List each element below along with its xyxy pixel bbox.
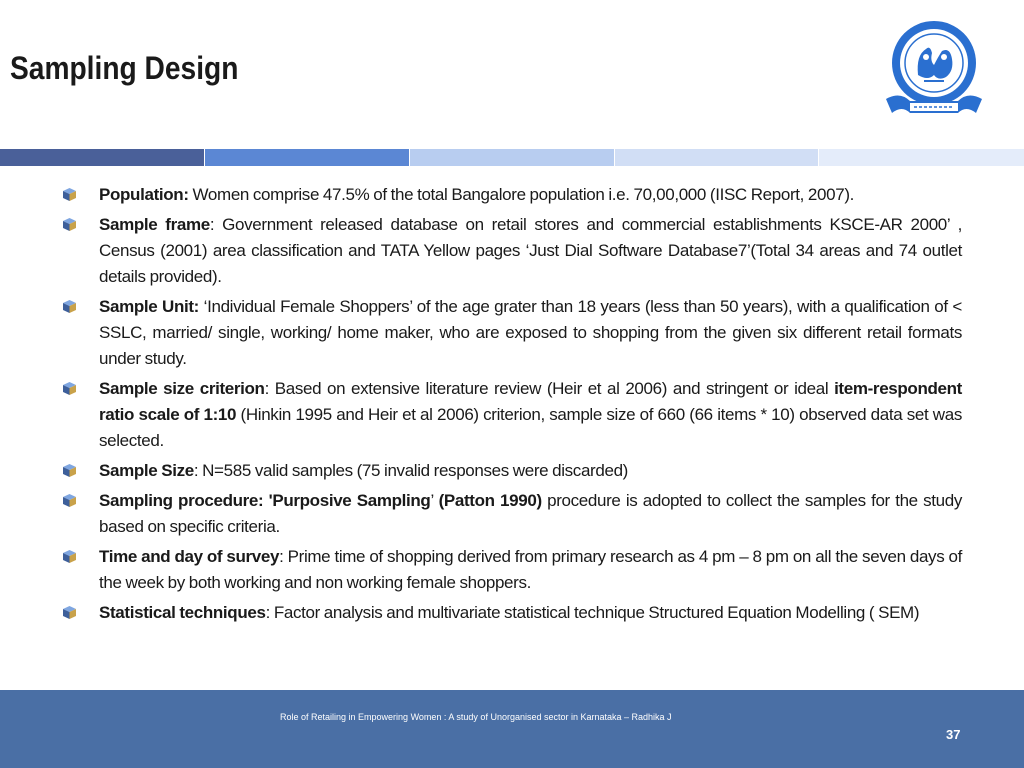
bullet-text-secondary: procedure is adopted to collect the samples for the study based on specific criteria. — [99, 491, 962, 536]
bullet-text: ‘Individual Female Shoppers’ of the age grater than 18 years (less than 50 years), with a qualification of < SSLC, married/ single, working/ home maker, who are exposed to shopping from the given six different retail formats under study. — [99, 297, 962, 368]
bullet-list — [62, 182, 962, 630]
bullet-text: : N=585 valid samples (75 invalid responses were discarded) — [193, 461, 628, 480]
bullet-label: Population: — [99, 185, 189, 204]
header-band-3 — [410, 149, 614, 166]
bullet-text: : Factor analysis and multivariate statistical technique Structured Equation Modelling ( SEM) — [265, 603, 920, 622]
bullet-label: Sample frame — [99, 215, 210, 234]
bullet-label-secondary: item-respondent ratio scale of 1:10 — [99, 379, 962, 424]
bullet-text: : Based on extensive literature review (Heir et al 2006) and stringent or ideal — [264, 379, 835, 398]
header-band-2 — [205, 149, 409, 166]
footer-bar — [0, 690, 1024, 768]
cube-bullet-icon — [62, 549, 77, 564]
bullet-label: Sample size criterion — [99, 379, 265, 398]
cube-bullet-icon — [62, 299, 77, 314]
cube-bullet-icon — [62, 381, 77, 396]
bullet-statistical-techniques — [62, 600, 962, 626]
bullet-sample-frame — [62, 212, 962, 290]
bullet-sample-unit — [62, 294, 962, 372]
bullet-text: Women comprise 47.5% of the total Bangalore population i.e. 70,00,000 (IISC Report, 2007). — [188, 185, 855, 204]
footer-caption: Role of Retailing in Empowering Women : A study of Unorganised sector in Karnataka – Radhika J — [280, 712, 672, 722]
bullet-label: Sampling procedure: 'Purposive Sampling — [99, 491, 431, 510]
bullet-sample-size-criterion — [62, 376, 962, 454]
bullet-sampling-procedure — [62, 488, 962, 540]
cube-bullet-icon — [62, 463, 77, 478]
cube-bullet-icon — [62, 187, 77, 202]
university-seal-logo — [880, 15, 988, 123]
bullet-text: : Prime time of shopping derived from primary research as 4 pm – 8 pm on all the seven days of the week by both working and non working female shoppers. — [99, 547, 962, 592]
cube-bullet-icon — [62, 605, 77, 620]
slide-title: Sampling Design — [10, 50, 239, 86]
bullet-text: ’ — [430, 491, 439, 510]
cube-bullet-icon — [62, 217, 77, 232]
cube-bullet-icon — [62, 493, 77, 508]
bullet-text: : Government released database on retail stores and commercial establishments KSCE-AR 2000’ , Census (2001) area classification and TATA Yellow pages ‘Just Dial Software Database7’(Total 34 areas and 74 outlet details provided). — [99, 215, 962, 286]
bullet-text-secondary: (Hinkin 1995 and Heir et al 2006) criterion, sample size of 660 (66 items * 10) observed data set was selected. — [99, 405, 962, 450]
bullet-label: Sample Size — [99, 461, 194, 480]
page-number: 37 — [946, 727, 961, 742]
bullet-time-and-day — [62, 544, 962, 596]
bullet-label-secondary: (Patton 1990) — [438, 491, 542, 510]
bullet-sample-size — [62, 458, 962, 484]
header-band-1 — [0, 149, 204, 166]
bullet-label: Statistical techniques — [99, 603, 266, 622]
header-band-5 — [819, 149, 1024, 166]
bullet-population — [62, 182, 962, 208]
bullet-label: Time and day of survey — [99, 547, 280, 566]
header-band-4 — [615, 149, 818, 166]
bullet-label: Sample Unit: — [99, 297, 199, 316]
